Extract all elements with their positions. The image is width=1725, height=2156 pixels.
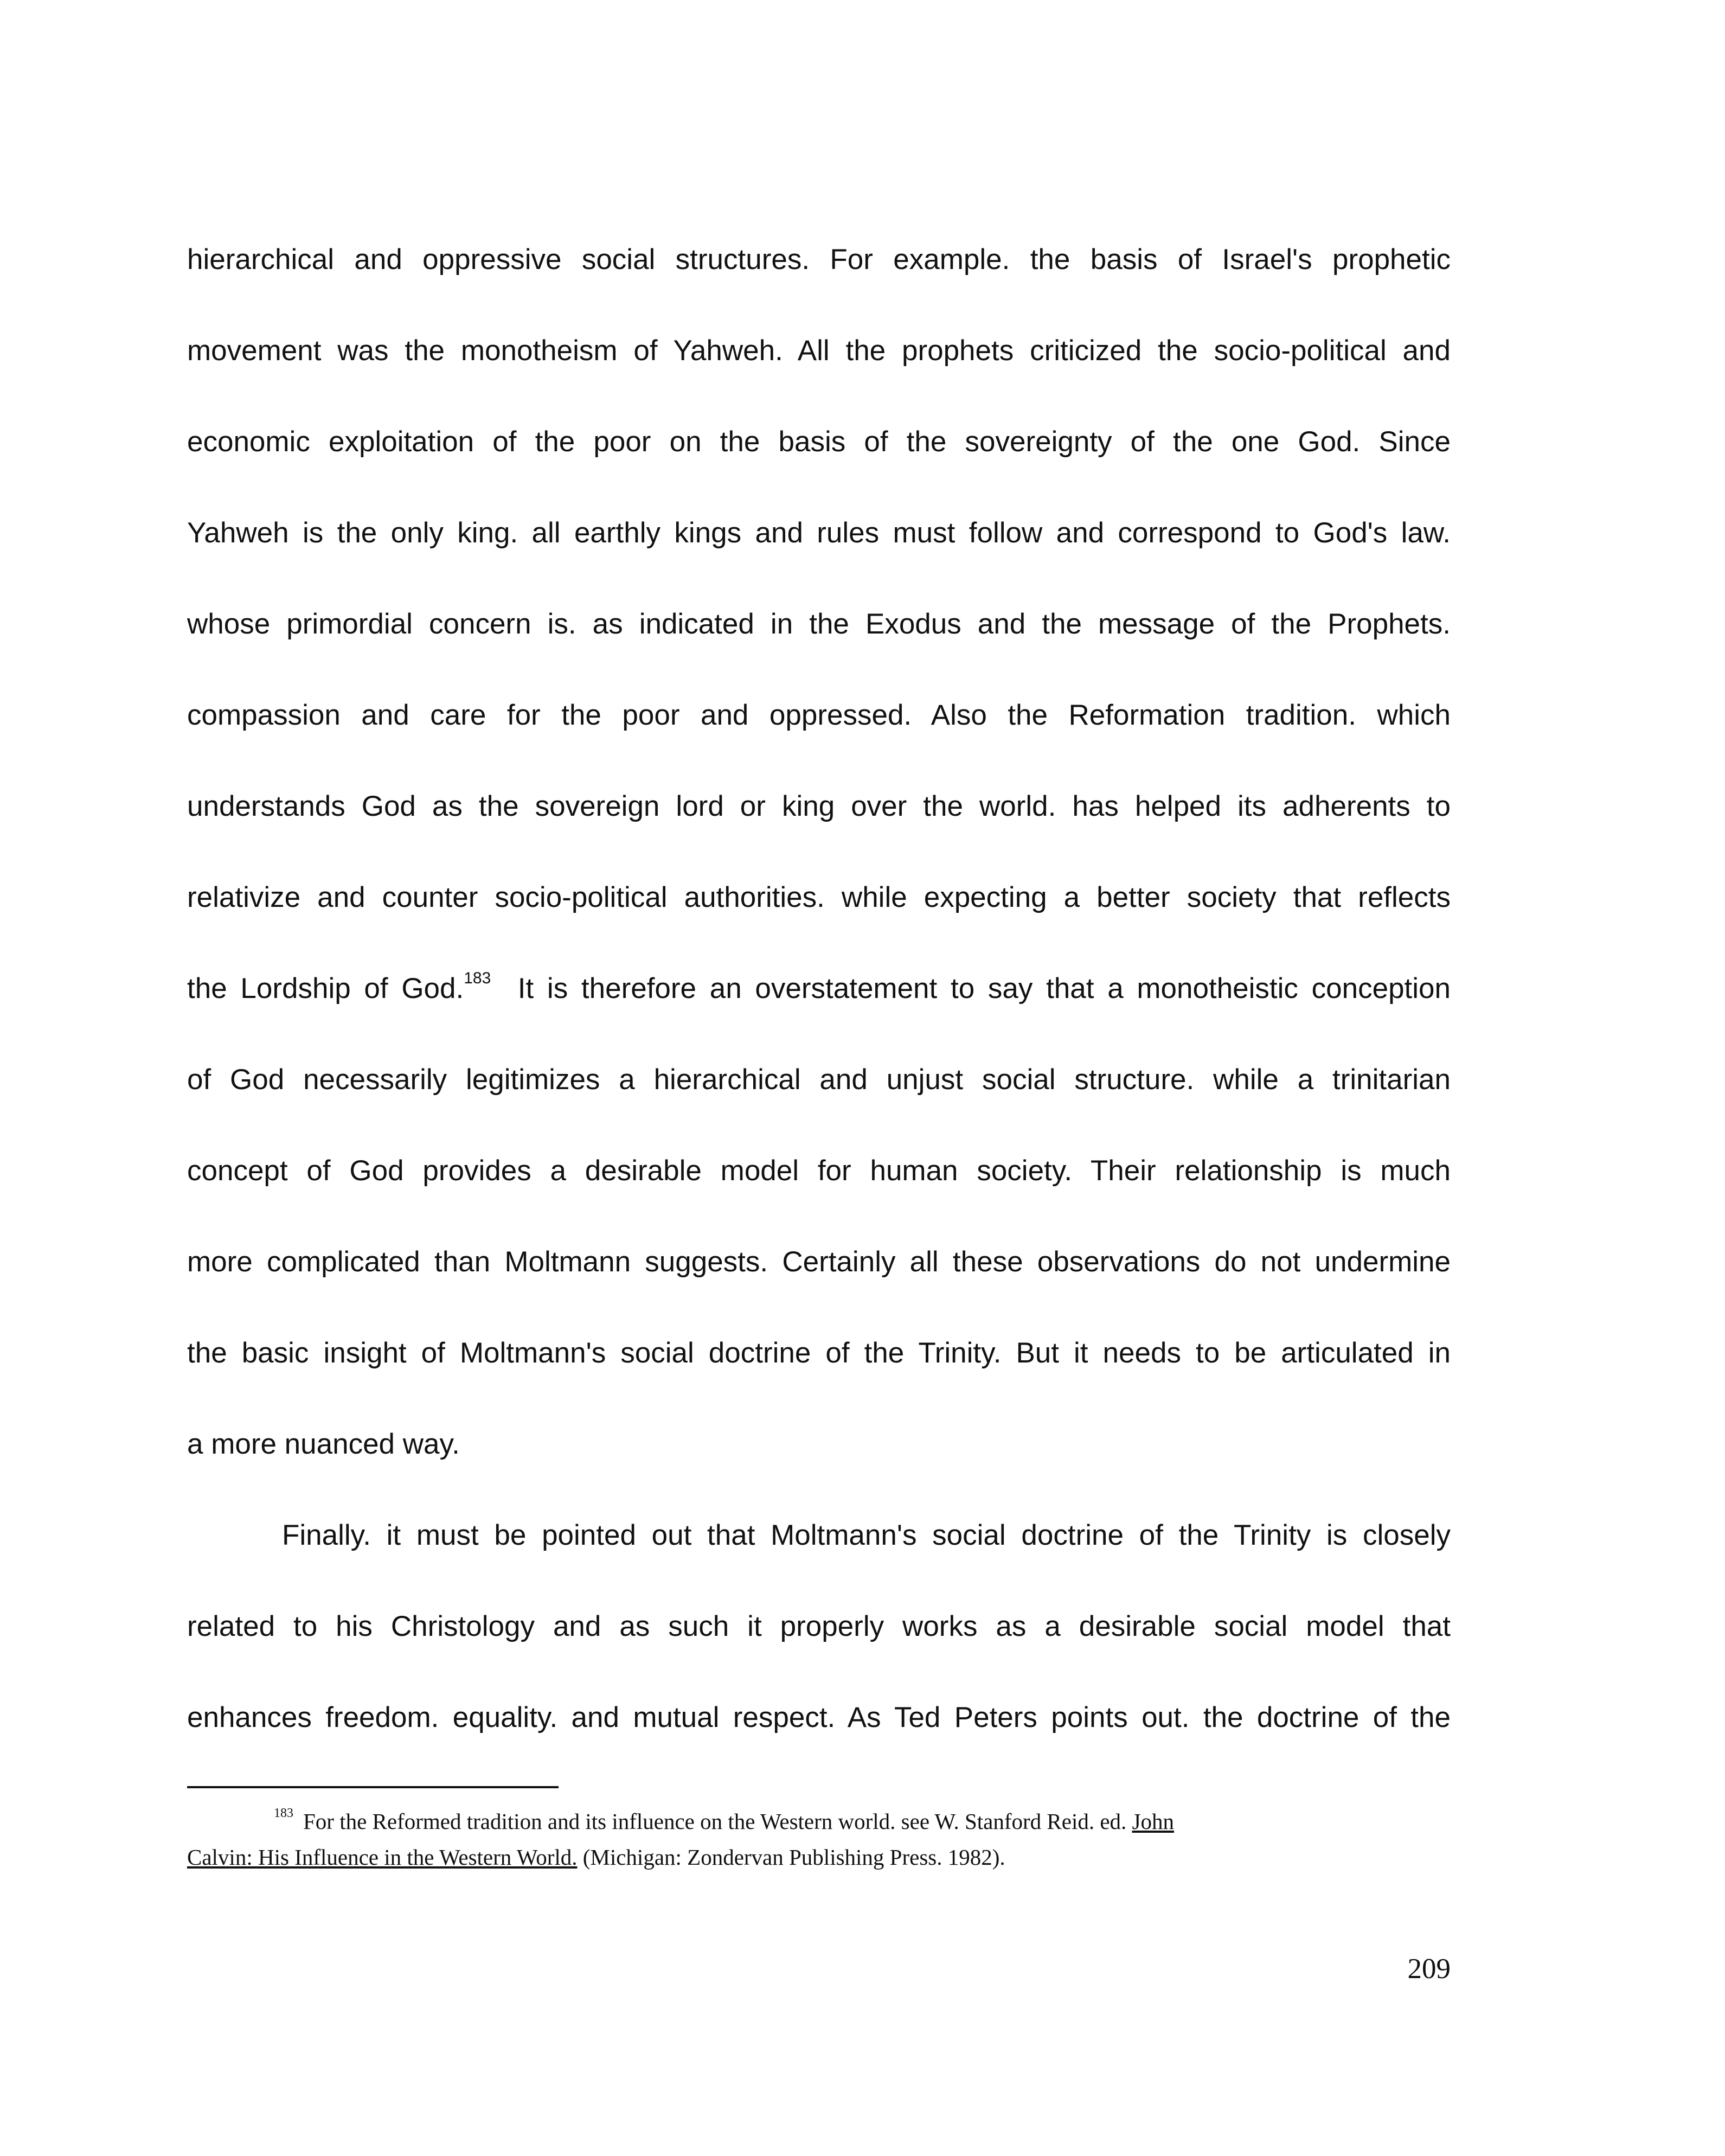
footnote-text-end: (Michigan: Zondervan Publishing Press. 1982). xyxy=(577,1845,1005,1870)
text-segment: the Lordship of God. xyxy=(187,973,464,1005)
text-line: the basic insight of Moltmann's social doctrine of the Trinity. But it needs to be articulated in xyxy=(187,1337,1451,1369)
footnote-book-title-cont: Calvin: His Influence in the Western World. xyxy=(187,1845,578,1870)
text-line-with-footnote-ref xyxy=(187,943,1451,1034)
text-line: enhances freedom. equality. and mutual respect. As Ted Peters points out. the doctrine of the xyxy=(187,1701,1451,1733)
footnote-book-title: John xyxy=(1132,1809,1175,1834)
text-line: whose primordial concern is. as indicated in the Exodus and the message of the Prophets. xyxy=(187,608,1451,640)
text-line: understands God as the sovereign lord or king over the world. has helped its adherents to xyxy=(187,790,1451,822)
footnote-text: For the Reformed tradition and its influence on the Western world. see W. Stanford Reid. ed. xyxy=(303,1809,1132,1834)
text-line: movement was the monotheism of Yahweh. All the prophets criticized the socio-political and xyxy=(187,335,1451,367)
text-line: a more nuanced way. xyxy=(187,1428,460,1460)
text-line: Yahweh is the only king. all earthly kings and rules must follow and correspond to God's law. xyxy=(187,517,1451,549)
footnote-number: 183 xyxy=(274,1806,293,1821)
text-line: compassion and care for the poor and oppressed. Also the Reformation tradition. which xyxy=(187,699,1451,731)
page-number: 209 xyxy=(1407,1953,1451,1985)
text-line: economic exploitation of the poor on the basis of the sovereignty of the one God. Since xyxy=(187,426,1451,458)
footnote-divider xyxy=(187,1786,559,1788)
text-line: of God necessarily legitimizes a hierarchical and unjust social structure. while a trinitarian xyxy=(187,1064,1451,1096)
text-line: hierarchical and oppressive social structures. For example. the basis of Israel's prophetic xyxy=(187,244,1451,276)
text-line: more complicated than Moltmann suggests. Certainly all these observations do not undermine xyxy=(187,1246,1451,1278)
text-line: relativize and counter socio-political authorities. while expecting a better society that reflects xyxy=(187,881,1451,913)
text-line: related to his Christology and as such it properly works as a desirable social model that xyxy=(187,1610,1451,1642)
text-line: concept of God provides a desirable model for human society. Their relationship is much xyxy=(187,1155,1451,1187)
body-text xyxy=(187,214,1451,1763)
paragraph-first-line: Finally. it must be pointed out that Moltmann's social doctrine of the Trinity is closely xyxy=(282,1519,1451,1551)
footnote xyxy=(187,1803,1413,1875)
text-segment: It is therefore an overstatement to say that a monotheistic conception xyxy=(491,973,1451,1005)
footnote-reference[interactable]: 183 xyxy=(464,969,491,987)
